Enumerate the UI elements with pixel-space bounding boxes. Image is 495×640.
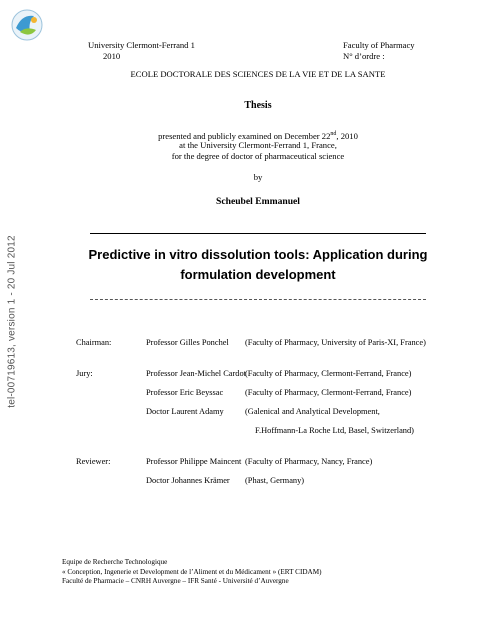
committee-affiliation: (Faculty of Pharmacy, Clermont-Ferrand, France)	[245, 369, 412, 378]
footer-team: Equipe de Recherche Technologique	[62, 558, 168, 566]
hal-logo	[10, 8, 44, 42]
author-name: Scheubel Emmanuel	[216, 196, 300, 207]
committee-member: Professor Gilles Ponchel	[146, 338, 229, 347]
committee-member: Professor Eric Beyssac	[146, 388, 224, 397]
committee-member: Doctor Johannes Krämer	[146, 476, 230, 485]
footer-program: « Conception, Ingenerie et Development de l’Aliment et du Médicament » (ERT CIDAM)	[62, 567, 322, 576]
archive-watermark: tel-00719613, version 1 - 20 Jul 2012	[6, 235, 18, 408]
committee-affiliation: (Galenical and Analytical Development,	[245, 407, 380, 416]
order-number: N° d’ordre :	[343, 51, 385, 61]
committee-affiliation: F.Hoffmann-La Roche Ltd, Basel, Switzerland)	[255, 426, 414, 435]
doctoral-school: ECOLE DOCTORALE DES SCIENCES DE LA VIE ET DE LA SANTE	[130, 69, 386, 79]
by-label: by	[253, 172, 263, 182]
title-rule-bottom	[90, 299, 426, 300]
committee-role: Reviewer:	[76, 457, 111, 466]
footer-faculty: Faculté de Pharmacie – CNRH Auvergne – IFR Santé - Université d’Auvergne	[62, 577, 289, 585]
committee-member: Doctor Laurent Adamy	[146, 407, 224, 416]
committee-role: Jury:	[76, 369, 93, 378]
committee-affiliation: (Faculty of Pharmacy, University of Paris-XI, France)	[245, 338, 426, 347]
presentation-line: presented and publicly examined on December 22nd, 2010	[158, 130, 358, 141]
university-name: University Clermont-Ferrand 1	[88, 40, 195, 50]
university-line: at the University Clermont-Ferrand 1, France,	[179, 140, 337, 150]
thesis-label: Thesis	[244, 100, 272, 111]
thesis-title: Predictive in vitro dissolution tools: Application during formulation development	[88, 247, 428, 282]
year: 2010	[103, 51, 121, 61]
committee-role: Chairman:	[76, 338, 112, 347]
degree-line: for the degree of doctor of pharmaceutical science	[171, 151, 345, 161]
committee-affiliation: (Faculty of Pharmacy, Clermont-Ferrand, France)	[245, 388, 412, 397]
committee-member: Professor Philippe Maincent	[146, 457, 242, 466]
title-rule-top	[90, 233, 426, 234]
footer-block	[62, 558, 322, 587]
faculty-name: Faculty of Pharmacy	[343, 40, 415, 50]
committee-affiliation: (Phast, Germany)	[245, 476, 305, 485]
committee-member: Professor Jean-Michel Cardot	[146, 369, 247, 378]
committee-affiliation: (Faculty of Pharmacy, Nancy, France)	[245, 457, 373, 466]
